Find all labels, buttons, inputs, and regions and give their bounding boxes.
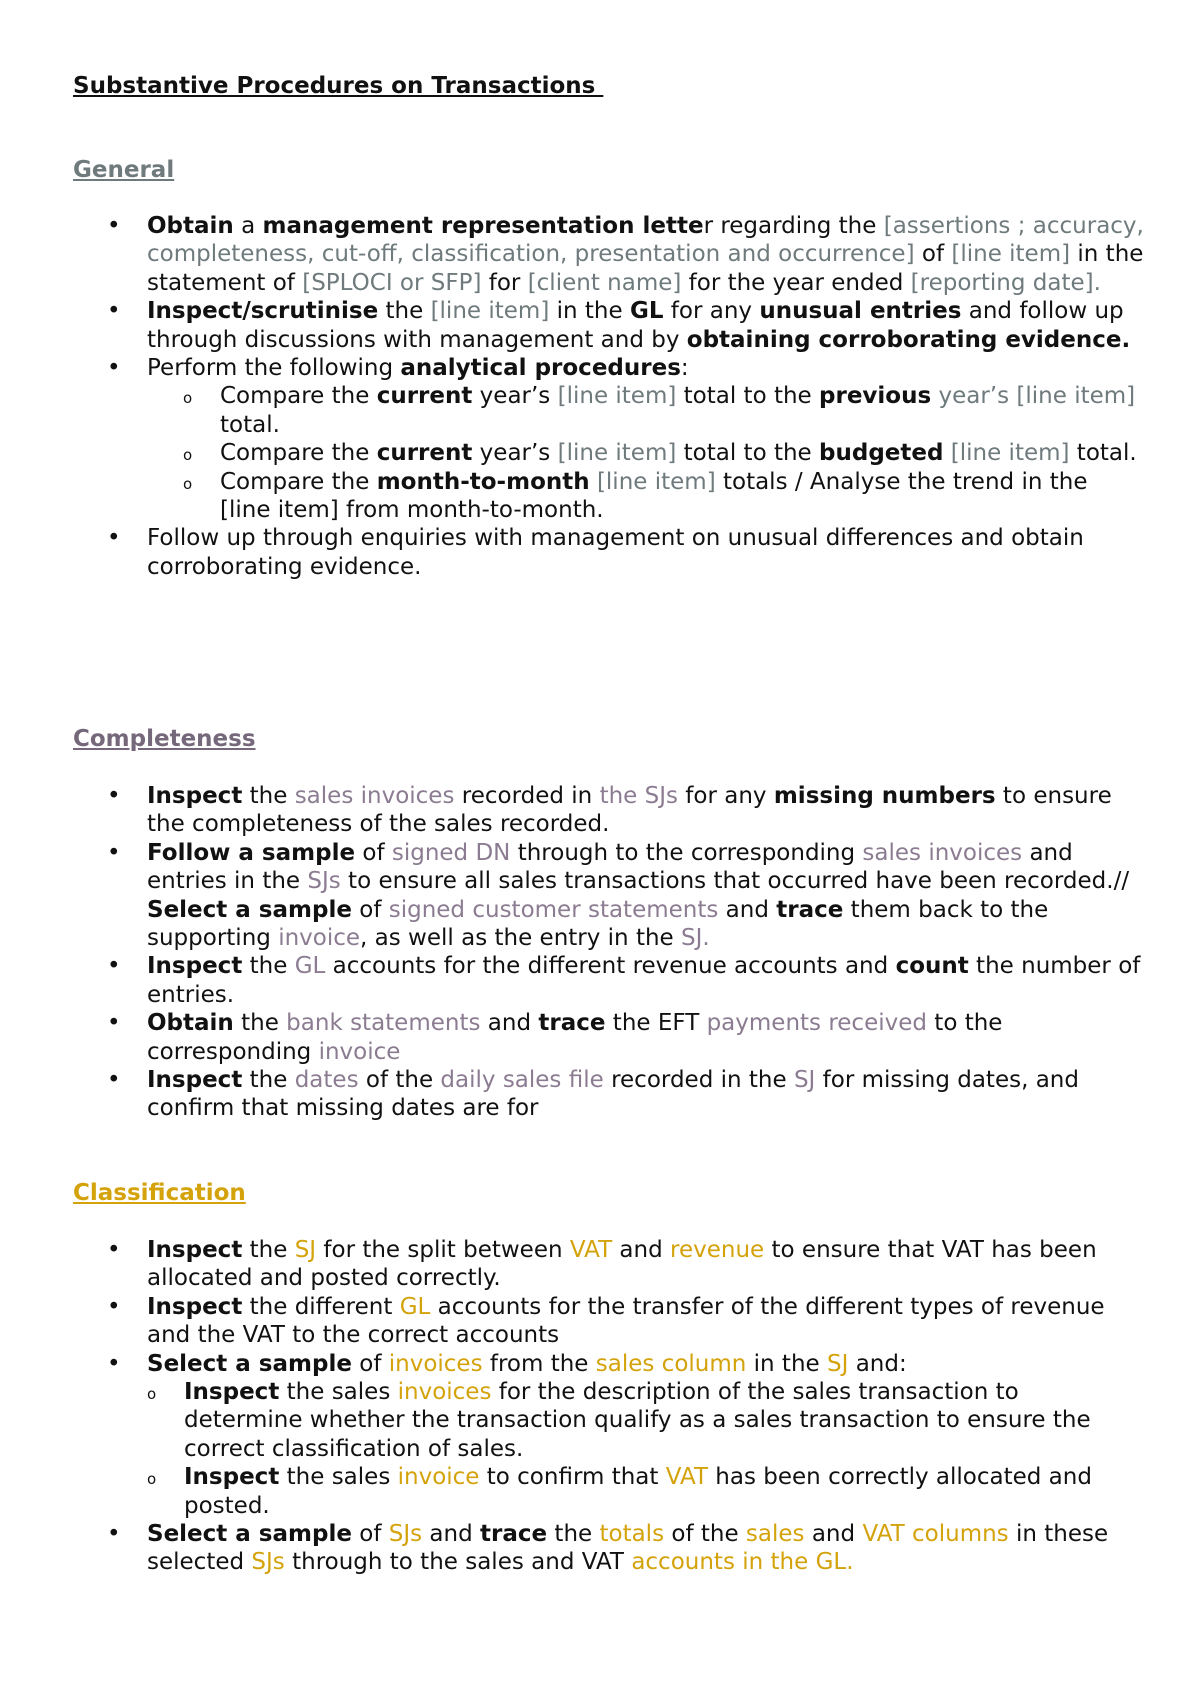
list-item: • Inspect/scrutinise the [line item] in the GL for any unusual entries and follow up through discussions with management and by obtaining corroborating evidence. [0, 297, 1147, 354]
sub-list-item: o Inspect the sales invoice to confirm that VAT has been correctly allocated and posted. [147, 1463, 1144, 1520]
classification-sub-list [147, 1378, 1147, 1520]
general-sub-list [147, 382, 1147, 524]
list-item: • Inspect the GL accounts for the different revenue accounts and count the number of entries. [0, 952, 1147, 1009]
sub-list-item: o Compare the month-to-month [line item] totals / Analyse the trend in the [line item] from month-to-month. [147, 468, 1140, 525]
list-item: • Inspect the SJ for the split between VAT and revenue to ensure that VAT has been allocated and posted correctly. [0, 1236, 1147, 1293]
list-item: • Inspect the dates of the daily sales file recorded in the SJ for missing dates, and confirm that missing dates are for [0, 1066, 1147, 1123]
list-item: • Select a sample of invoices from the sales column in the SJ and: o Inspect the sales invoices for the description of the sales transaction to determine whether the transaction qualify as a sales transaction to ensure the correct classification of sales. o Inspect the sales invoice to confirm that VAT has been correctly allocated and posted. [0, 1350, 1147, 1520]
list-item: • Obtain a management representation letter regarding the [assertions ; accuracy, completeness, cut-off, classification, presentation and occurrence] of [line item] in the statement of [SPLOCI or SFP] for [client name] for the year ended [reporting date]. [0, 212, 1147, 297]
sub-list-item: o Inspect the sales invoices for the description of the sales transaction to determine whether the transaction qualify as a sales transaction to ensure the correct classification of sales. [147, 1378, 1144, 1463]
list-item: • Follow a sample of signed DN through to the corresponding sales invoices and entries in the SJs to ensure all sales transactions that occurred have been recorded.// Select a sample of signed customer statements and trace them back to the supporting invoice, as well as the entry in the SJ. [0, 839, 1147, 953]
list-item: • Obtain the bank statements and trace the EFT payments received to the corresponding invoice [0, 1009, 1147, 1066]
list-item: • Inspect the sales invoices recorded in the SJs for any missing numbers to ensure the completeness of the sales recorded. [0, 782, 1147, 839]
list-item: • Inspect the different GL accounts for the transfer of the different types of revenue and the VAT to the correct accounts [0, 1293, 1147, 1350]
completeness-bullet-list [0, 782, 1200, 1123]
section-heading-general: General [73, 157, 175, 183]
list-item: • Select a sample of SJs and trace the totals of the sales and VAT columns in these selected SJs through to the sales and VAT accounts in the GL. [0, 1520, 1147, 1577]
general-bullet-list [0, 212, 1200, 581]
list-item: • Perform the following analytical procedures: o Compare the current year’s [line item] total to the previous year’s [line item] total. o Compare the current year’s [line item] total to the budgeted [line item] total. o Compare the month-to-month [line item] totals / Analyse the trend in the [line item] from month-to-month. [0, 354, 1147, 524]
section-heading-classification: Classification [73, 1180, 246, 1206]
list-item: • Follow up through enquiries with management on unusual differences and obtain corroborating evidence. [0, 524, 1147, 581]
section-heading-completeness: Completeness [73, 726, 256, 752]
sub-list-item: o Compare the current year’s [line item] total to the previous year’s [line item] total. [147, 382, 1140, 439]
classification-bullet-list [0, 1236, 1200, 1577]
page-title: Substantive Procedures on Transactions [73, 73, 604, 99]
sub-list-item: o Compare the current year’s [line item] total to the budgeted [line item] total. [147, 439, 1140, 467]
